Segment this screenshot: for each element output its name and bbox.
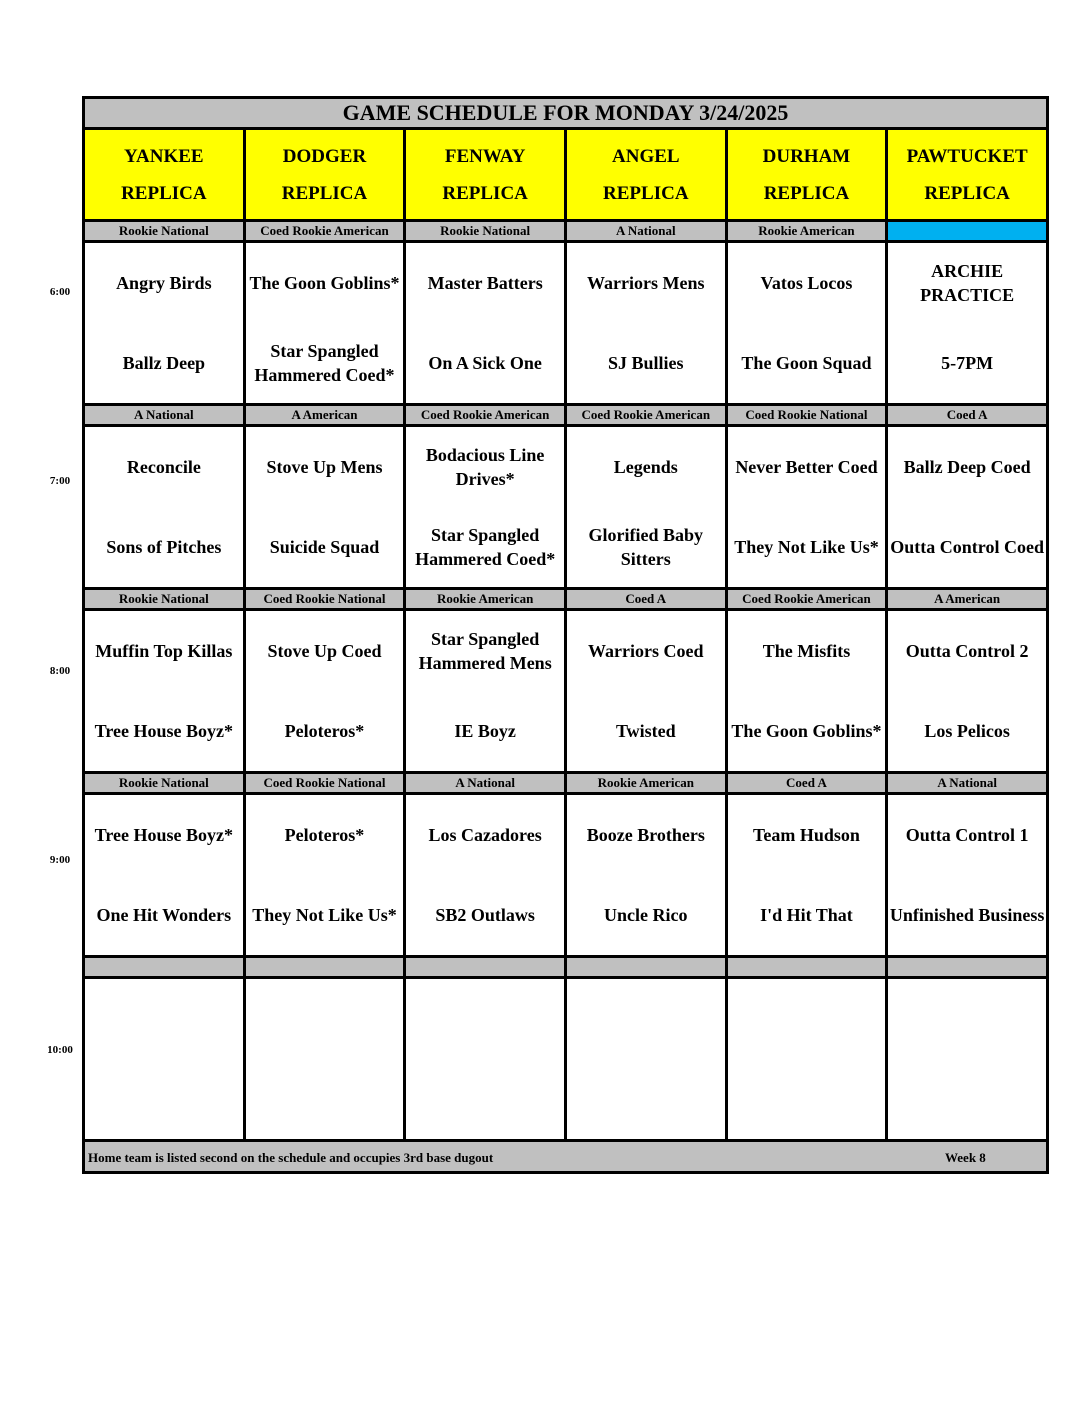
division-row: [84, 221, 1048, 242]
division-label: Coed Rookie National: [726, 405, 887, 426]
game-cell: [405, 794, 566, 957]
division-label: A American: [887, 589, 1048, 610]
division-label: Coed Rookie American: [726, 589, 887, 610]
field-header-row: [84, 129, 1048, 221]
away-team: The Goon Goblins*: [249, 273, 400, 293]
division-label: [887, 957, 1048, 978]
division-label: Coed Rookie National: [244, 589, 405, 610]
home-team: IE Boyz: [454, 721, 516, 741]
away-team: Peloteros*: [284, 825, 365, 845]
division-label: [726, 957, 887, 978]
away-team: Reconcile: [126, 457, 201, 477]
away-team: ARCHIE PRACTICE: [920, 261, 1015, 305]
division-label: Rookie American: [726, 221, 887, 242]
game-cell: [565, 978, 726, 1141]
games-row: [84, 242, 1048, 405]
game-cell: [565, 426, 726, 589]
division-label: Coed Rookie National: [244, 773, 405, 794]
division-label: Coed A: [887, 405, 1048, 426]
away-team: Star Spangled Hammered Mens: [418, 629, 552, 673]
home-team: Uncle Rico: [604, 905, 688, 925]
home-team: Los Pelicos: [924, 721, 1010, 741]
division-label: Coed A: [565, 589, 726, 610]
game-cell: [887, 794, 1048, 957]
week-label: Week 8: [945, 1150, 986, 1165]
home-team-note: Home team is listed second on the schedule and occupies 3rd base dugout: [88, 1150, 494, 1165]
game-cell: [405, 978, 566, 1141]
game-cell: [726, 242, 887, 405]
away-team: Stove Up Coed: [267, 641, 382, 661]
game-cell: [887, 426, 1048, 589]
schedule-table: [82, 96, 1049, 1174]
home-team: Twisted: [615, 721, 676, 741]
games-row-empty: [84, 978, 1048, 1141]
division-label: A National: [84, 405, 245, 426]
field-header: [405, 129, 566, 221]
game-cell: [244, 610, 405, 773]
division-row-empty: [84, 957, 1048, 978]
game-cell: [84, 794, 245, 957]
division-label: [405, 957, 566, 978]
division-label: A National: [565, 221, 726, 242]
home-team: Suicide Squad: [269, 537, 380, 557]
division-label-practice: [887, 221, 1048, 242]
division-row: [84, 405, 1048, 426]
time-label-7: 7:00: [49, 475, 71, 487]
away-team: Vatos Locos: [760, 273, 853, 293]
games-row: [84, 610, 1048, 773]
away-team: Outta Control 2: [905, 641, 1029, 661]
division-row: [84, 773, 1048, 794]
game-cell: [244, 426, 405, 589]
game-cell: [887, 242, 1048, 405]
time-label-8: 8:00: [49, 665, 71, 677]
field-name: ANGEL: [612, 145, 680, 167]
home-team: Unfinished Business: [889, 905, 1045, 925]
time-label-9: 9:00: [49, 854, 71, 866]
home-team: I'd Hit That: [760, 905, 853, 925]
field-name: DODGER: [282, 145, 367, 167]
away-team: Booze Brothers: [586, 825, 705, 845]
home-team: Star Spangled Hammered Coed*: [415, 525, 556, 569]
away-team: Outta Control 1: [905, 825, 1029, 845]
footer-row: [84, 1141, 1048, 1173]
game-cell: [244, 794, 405, 957]
field-sub: REPLICA: [763, 182, 850, 204]
field-sub: REPLICA: [121, 182, 207, 204]
division-label: Coed A: [726, 773, 887, 794]
away-team: Warriors Coed: [588, 641, 704, 661]
home-team: They Not Like Us*: [734, 537, 879, 557]
division-label: A American: [244, 405, 405, 426]
division-label: A National: [887, 773, 1048, 794]
field-header: [726, 129, 887, 221]
division-label: Rookie National: [84, 773, 245, 794]
home-team: Star Spangled Hammered Coed*: [254, 341, 395, 385]
game-cell: [84, 242, 245, 405]
division-label: Coed Rookie American: [244, 221, 405, 242]
game-cell: [84, 610, 245, 773]
game-cell: [565, 794, 726, 957]
field-sub: REPLICA: [603, 182, 689, 204]
home-team: Outta Control Coed: [890, 537, 1044, 557]
game-cell: [84, 426, 245, 589]
away-team: Never Better Coed: [735, 457, 878, 477]
away-team: Stove Up Mens: [266, 457, 383, 477]
game-cell: [726, 610, 887, 773]
games-row: [84, 794, 1048, 957]
games-row: [84, 426, 1048, 589]
field-header: [84, 129, 245, 221]
game-cell: [405, 426, 566, 589]
field-name: YANKEE: [124, 145, 204, 167]
time-label-6: 6:00: [49, 286, 71, 298]
home-team: One Hit Wonders: [96, 905, 232, 925]
away-team: The Misfits: [762, 641, 851, 661]
division-row: [84, 589, 1048, 610]
field-header: [244, 129, 405, 221]
home-team: They Not Like Us*: [252, 905, 397, 925]
division-label: Rookie National: [84, 589, 245, 610]
division-label: Rookie National: [84, 221, 245, 242]
field-sub: REPLICA: [442, 182, 528, 204]
division-label: Coed Rookie American: [565, 405, 726, 426]
division-label: Rookie American: [405, 589, 566, 610]
game-cell: [726, 426, 887, 589]
game-cell: [405, 242, 566, 405]
game-cell: [84, 978, 245, 1141]
home-team: The Goon Squad: [741, 353, 872, 373]
away-team: Warriors Mens: [587, 273, 705, 293]
home-team: SB2 Outlaws: [435, 905, 535, 925]
home-team: The Goon Goblins*: [731, 721, 882, 741]
division-label: Rookie American: [565, 773, 726, 794]
away-team: Los Cazadores: [428, 825, 542, 845]
game-cell: [565, 242, 726, 405]
home-team: SJ Bullies: [608, 353, 684, 373]
game-cell: [244, 978, 405, 1141]
game-cell: [887, 978, 1048, 1141]
footer-cell: [84, 1141, 1048, 1173]
away-team: Team Hudson: [753, 825, 860, 845]
division-label: Rookie National: [405, 221, 566, 242]
home-team: Ballz Deep: [122, 353, 206, 373]
away-team: Tree House Boyz*: [94, 825, 233, 845]
away-team: Master Batters: [427, 273, 543, 293]
game-cell: [405, 610, 566, 773]
field-name: FENWAY: [444, 145, 526, 167]
game-cell: [244, 242, 405, 405]
schedule-title: GAME SCHEDULE FOR MONDAY 3/24/2025: [84, 98, 1048, 129]
game-cell: [726, 794, 887, 957]
away-team: Muffin Top Killas: [95, 641, 233, 661]
away-team: Angry Birds: [116, 273, 212, 293]
division-label: Coed Rookie American: [405, 405, 566, 426]
game-cell: [887, 610, 1048, 773]
game-cell: [565, 610, 726, 773]
away-team: Ballz Deep Coed: [903, 457, 1031, 477]
division-label: [244, 957, 405, 978]
field-header: [565, 129, 726, 221]
title-row: [84, 98, 1048, 129]
division-label: [84, 957, 245, 978]
field-sub: REPLICA: [281, 182, 368, 204]
home-team: Tree House Boyz*: [94, 721, 233, 741]
home-team: 5-7PM: [941, 353, 994, 373]
field-header: [887, 129, 1048, 221]
field-name: PAWTUCKET: [906, 145, 1028, 167]
home-team: Sons of Pitches: [106, 537, 222, 557]
away-team: Legends: [613, 457, 678, 477]
home-team: On A Sick One: [428, 353, 542, 373]
home-team: Peloteros*: [284, 721, 365, 741]
division-label: A National: [405, 773, 566, 794]
home-team: Glorified Baby Sitters: [588, 525, 704, 569]
field-sub: REPLICA: [924, 182, 1010, 204]
game-cell: [726, 978, 887, 1141]
time-label-10: 10:00: [47, 1044, 73, 1056]
away-team: Bodacious Line Drives*: [425, 445, 545, 489]
field-name: DURHAM: [762, 145, 851, 167]
division-label: [565, 957, 726, 978]
